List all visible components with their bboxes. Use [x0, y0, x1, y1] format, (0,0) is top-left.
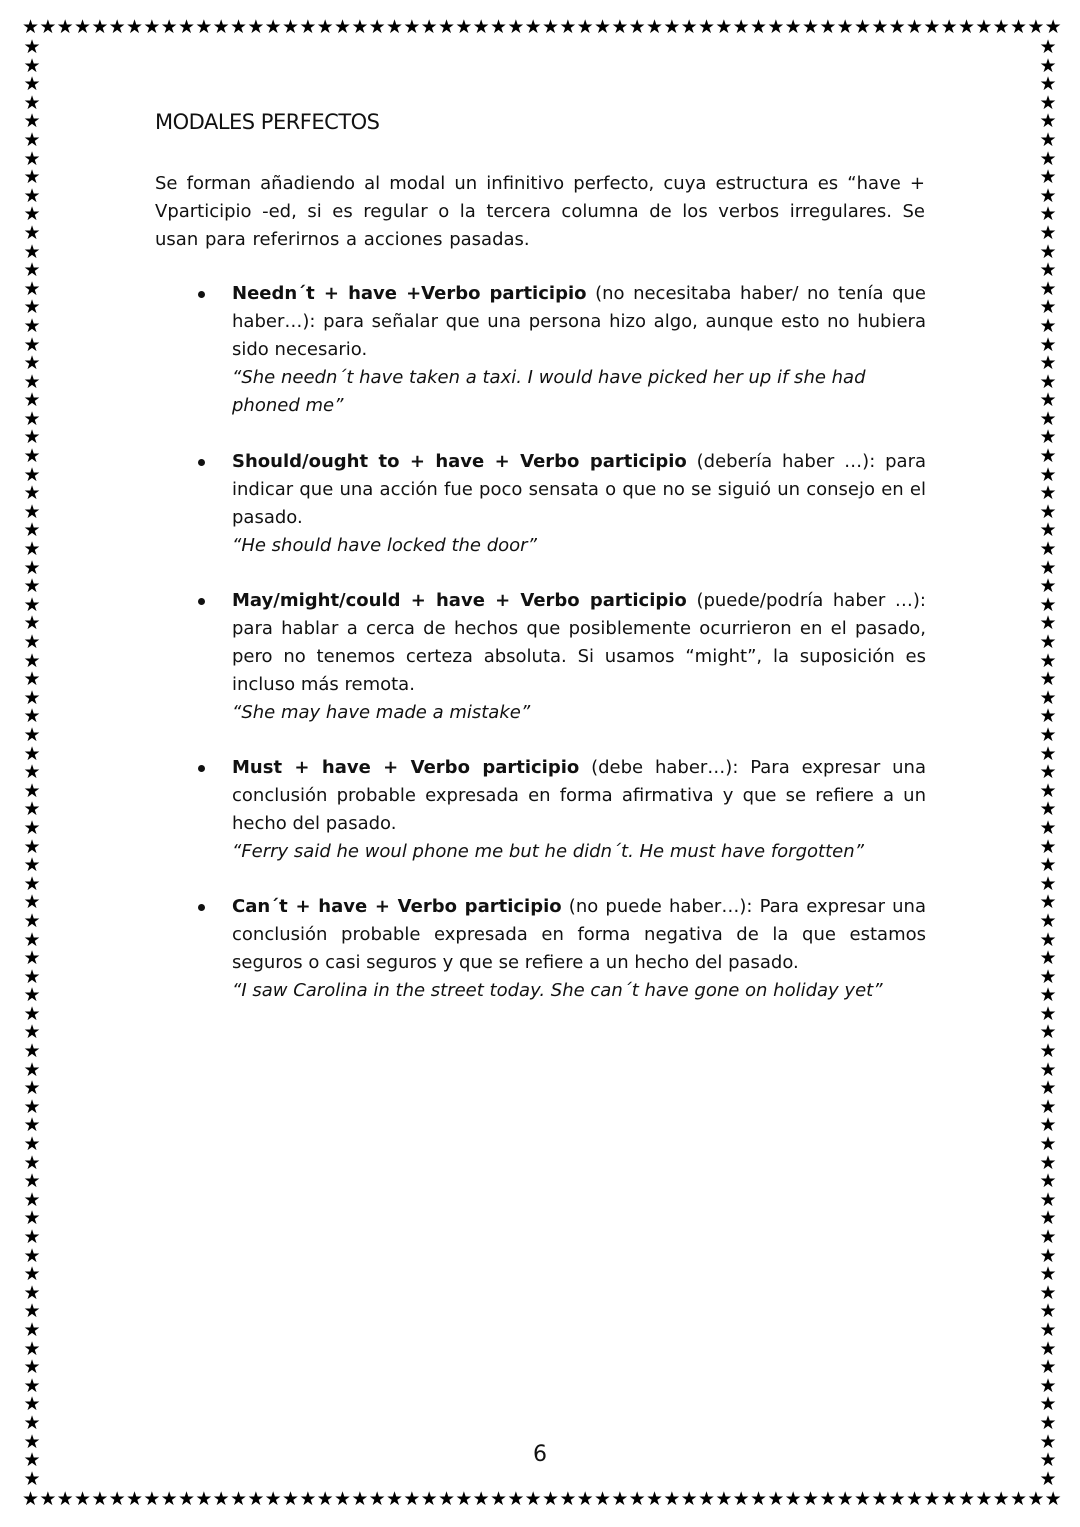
bullet-icon: [198, 459, 205, 466]
item-explanation: (no necesitaba haber/ no tenía que haber…): para señalar que una persona hizo algo, aunque esto no hubiera sido necesario.: [232, 283, 926, 360]
item-text: [232, 893, 926, 1005]
star-border-left: ★ ★ ★ ★ ★ ★ ★ ★ ★ ★ ★ ★ ★ ★ ★ ★ ★ ★ ★ ★ ★ ★ ★ ★ ★ ★ ★ ★ ★ ★ ★ ★ ★ ★ ★ ★ ★ ★ ★ ★ ★ ★ ★ ★ ★ ★ ★ ★ ★ ★ ★ ★ ★ ★ ★ ★ ★ ★ ★ ★ ★ ★ ★ ★ ★ ★ ★ ★ ★ ★ ★ ★ ★ ★ ★ ★ ★ ★: [23, 38, 41, 1490]
item-structure: May/might/could + have + Verbo participio: [232, 590, 687, 611]
bullet-icon: [198, 765, 205, 772]
item-example: “She may have made a mistake”: [232, 702, 531, 723]
item-example: “I saw Carolina in the street today. She can´t have gone on holiday yet”: [232, 980, 883, 1001]
item-text: [232, 448, 926, 560]
bullet-icon: [198, 291, 205, 298]
item-example: “He should have locked the door”: [232, 535, 537, 556]
item-structure: Needn´t + have +Verbo participio: [232, 283, 587, 304]
page-number: 6: [533, 1442, 547, 1467]
item-example: “Ferry said he woul phone me but he didn´t. He must have forgotten”: [232, 841, 864, 862]
item-text: [232, 587, 926, 727]
bullet-icon: [198, 598, 205, 605]
page-title: MODALES PERFECTOS: [155, 110, 380, 134]
item-structure: Must + have + Verbo participio: [232, 757, 580, 778]
star-border-top: ★★★★★★★★★★★★★★★★★★★★★★★★★★★★★★★★★★★★★★★★★★★★★★★★★★★★★★★★★★★★: [22, 18, 1062, 38]
item-explanation: (puede/podría haber …): para hablar a cerca de hechos que posiblemente ocurrieron en el pasado, pero no tenemos certeza absoluta. Si usamos “might”, la suposición es incluso más remota.: [232, 590, 926, 695]
item-explanation: (no puede haber…): Para expresar una conclusión probable expresada en forma negativa de la que estamos seguros o casi seguros y que se refiere a un hecho del pasado.: [232, 896, 926, 973]
item-example: “She needn´t have taken a taxi. I would have picked her up if she had phoned me”: [232, 367, 866, 416]
intro-paragraph: Se forman añadiendo al modal un infinitivo perfecto, cuya estructura es “have + Vparticipio -ed, si es regular o la tercera columna de los verbos irregulares. Se usan para referirnos a acciones pasadas.: [155, 173, 925, 250]
item-structure: Can´t + have + Verbo participio: [232, 896, 562, 917]
star-border-right: ★ ★ ★ ★ ★ ★ ★ ★ ★ ★ ★ ★ ★ ★ ★ ★ ★ ★ ★ ★ ★ ★ ★ ★ ★ ★ ★ ★ ★ ★ ★ ★ ★ ★ ★ ★ ★ ★ ★ ★ ★ ★ ★ ★ ★ ★ ★ ★ ★ ★ ★ ★ ★ ★ ★ ★ ★ ★ ★ ★ ★ ★ ★ ★ ★ ★ ★ ★ ★ ★ ★ ★ ★ ★ ★ ★ ★ ★: [1039, 38, 1057, 1490]
item-text: [232, 754, 926, 866]
item-explanation: (debe haber…): Para expresar una conclusión probable expresada en forma afirmativa y que se refiere a un hecho del pasado.: [232, 757, 926, 834]
item-structure: Should/ought to + have + Verbo participio: [232, 451, 687, 472]
item-explanation: (debería haber …): para indicar que una acción fue poco sensata o que no se siguió un consejo en el pasado.: [232, 451, 927, 528]
bullet-icon: [198, 904, 205, 911]
star-border-bottom: ★★★★★★★★★★★★★★★★★★★★★★★★★★★★★★★★★★★★★★★★★★★★★★★★★★★★★★★★★★★★: [22, 1490, 1062, 1510]
item-text: [232, 280, 926, 420]
